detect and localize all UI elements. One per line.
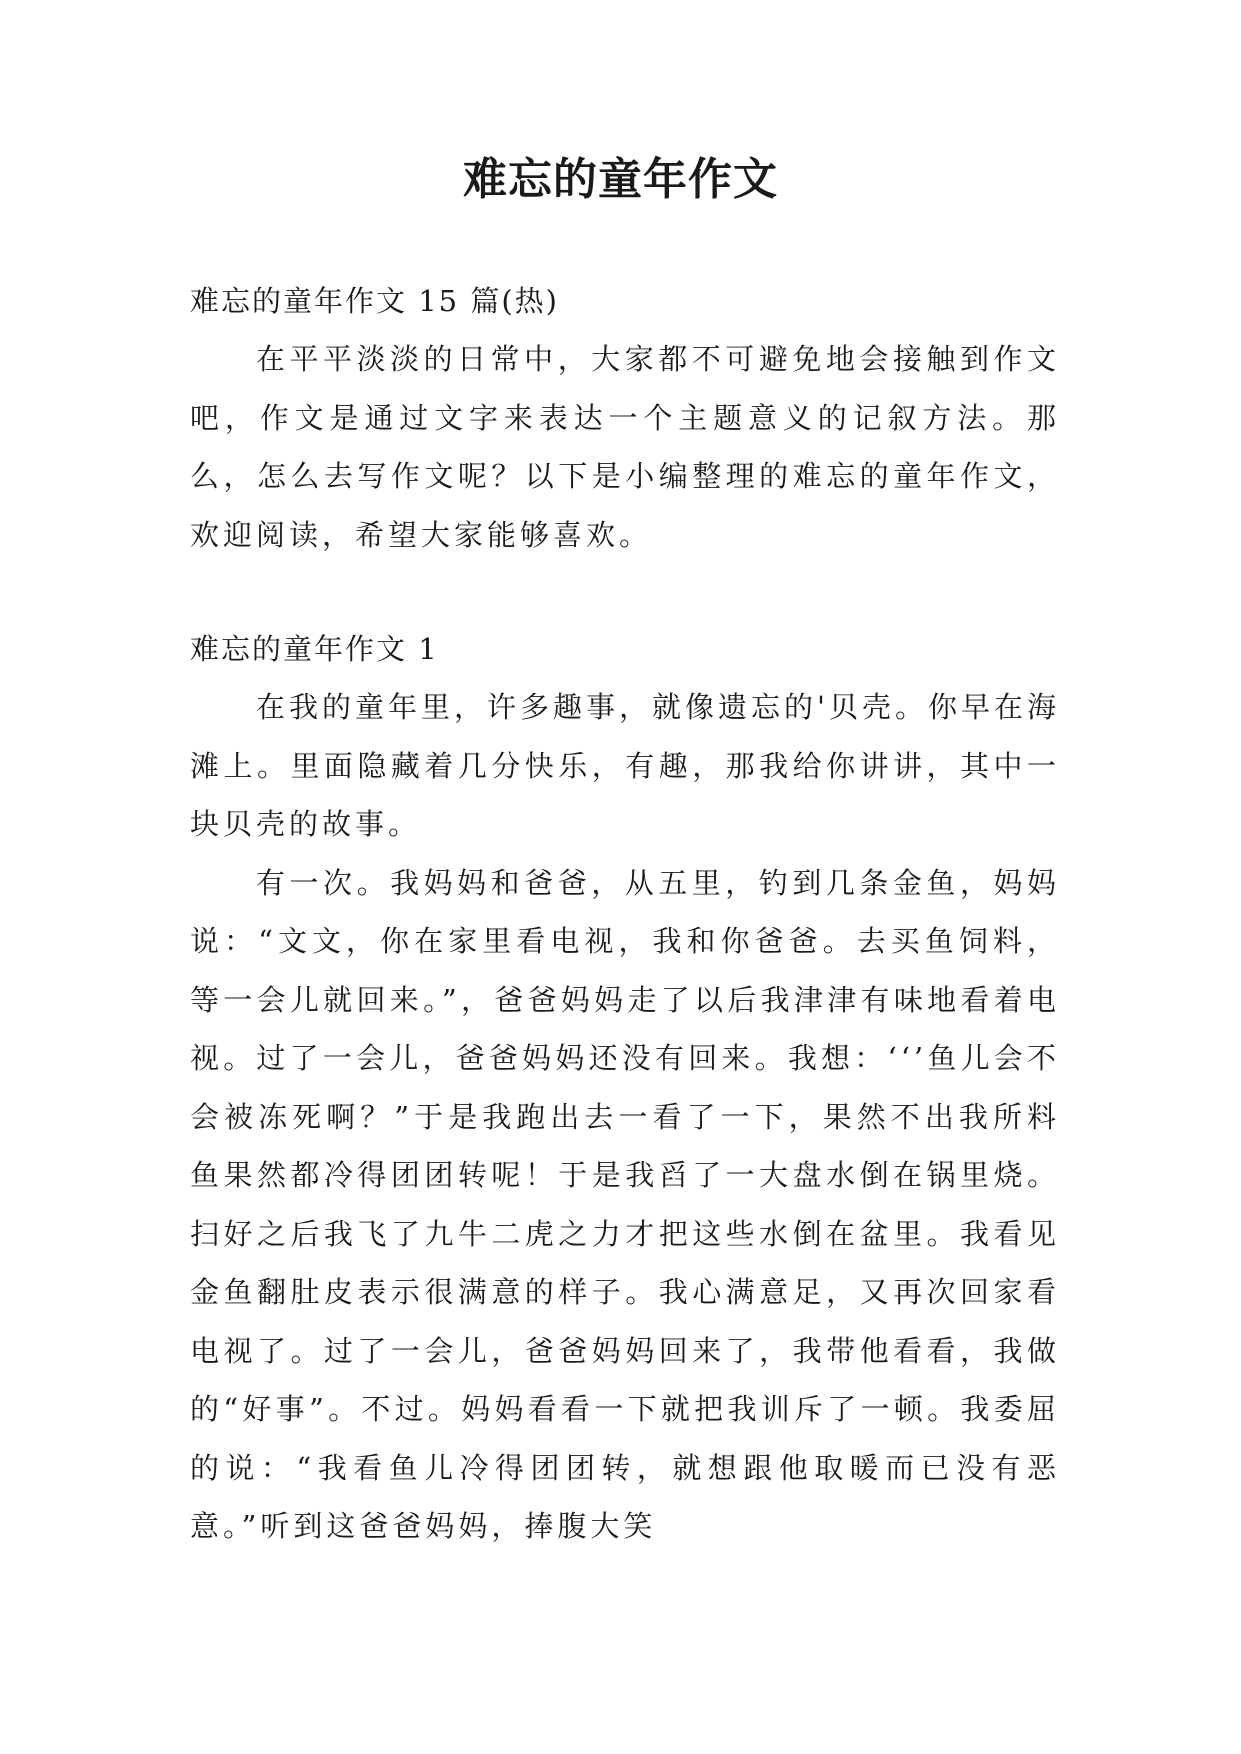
intro-paragraph: 在平平淡淡的日常中，大家都不可避免地会接触到作文吧，作文是通过文字来表达一个主题意义的记叙方法。那么，怎么去写作文呢？以下是小编整理的难忘的童年作文，欢迎阅读，希望大家能够喜欢。 [190, 342, 1060, 552]
essay-heading: 难忘的童年作文 1 [190, 632, 439, 666]
essay-paragraph-1: 在我的童年里，许多趣事，就像遗忘的'贝壳。你早在海滩上。里面隐藏着几分快乐，有趣，那我给你讲讲，其中一块贝壳的故事。 [190, 690, 1060, 841]
document-body [190, 272, 1060, 1556]
section-spacer [190, 564, 1060, 620]
document-title: 难忘的童年作文 [463, 154, 778, 205]
collection-heading: 难忘的童年作文 15 篇(热) [190, 284, 559, 318]
essay-paragraph-2: 有一次。我妈妈和爸爸，从五里，钓到几条金鱼，妈妈说：“文文，你在家里看电视，我和你爸爸。去买鱼饲料，等一会儿就回来。”，爸爸妈妈走了以后我津津有味地看着电视。过了一会儿，爸爸妈妈还没有回来。我想：‘‘’鱼儿会不会被冻死啊？”于是我跑出去一看了一下，果然不出我所料鱼果然都冷得团团转呢！于是我舀了一大盘水倒在锅里烧。扫好之后我飞了九牛二虎之力才把这些水倒在盆里。我看见金鱼翻肚皮表示很满意的样子。我心满意足，又再次回家看电视了。过了一会儿，爸爸妈妈回来了，我带他看看，我做的“好事”。不过。妈妈看看一下就把我训斥了一顿。我委屈的说：“我看鱼儿冷得团团转，就想跟他取暖而已没有恶意。”听到这爸爸妈妈，捧腹大笑 [190, 865, 1060, 1543]
